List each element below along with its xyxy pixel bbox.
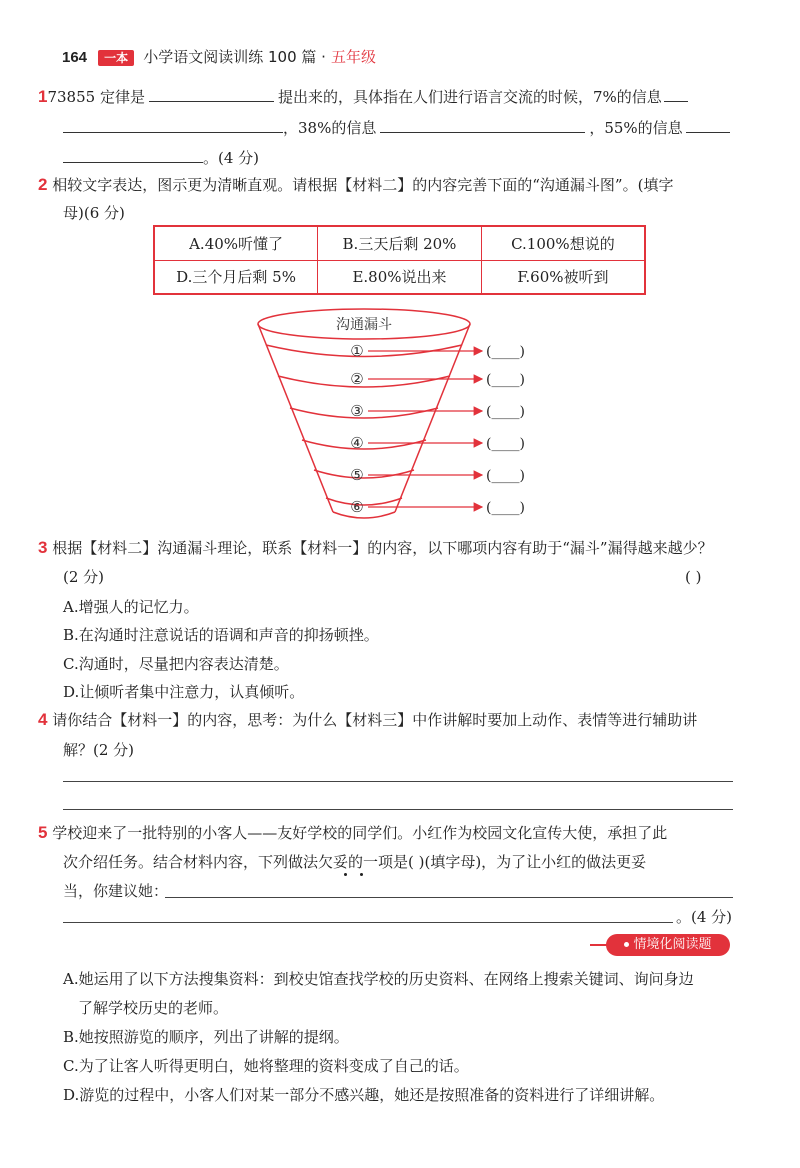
q1-line1 xyxy=(38,82,688,112)
q1-blank-4b[interactable] xyxy=(63,144,203,163)
q3-line1 xyxy=(38,533,713,563)
level-2-marker: ② xyxy=(350,370,364,388)
level-3-marker: ③ xyxy=(350,402,364,420)
q5-option-a-line1: A.她运用了以下方法搜集资料：到校史馆查找学校的历史资料、在网络上搜索关键词、询问身边 xyxy=(63,970,694,988)
option-d: D.三个月后剩 5% xyxy=(154,260,318,294)
q5-line2: 次介绍任务。结合材料内容，下列做法欠妥的一项是( )(填字母)，为了让小红的做法更妥 xyxy=(63,853,647,871)
option-a: A.40%听懂了 xyxy=(154,226,318,260)
q2-options-table xyxy=(153,225,646,295)
communication-funnel xyxy=(250,300,550,525)
q1-line2 xyxy=(63,113,730,143)
page-header xyxy=(62,46,376,67)
q5-line3: 当，你建议她： xyxy=(63,882,169,900)
level-6-marker: ⑥ xyxy=(350,498,364,516)
q5-answer-line-2[interactable] xyxy=(63,922,673,923)
q1-blank-1[interactable] xyxy=(149,83,274,102)
q1-blank-4[interactable] xyxy=(686,114,730,133)
q2-line1 xyxy=(38,170,673,200)
q2-line2: 母)(6 分) xyxy=(63,204,125,222)
q3-text-1: 根据【材料二】沟通漏斗理论，联系【材料一】的内容，以下哪项内容有助于“漏斗”漏得越来越少？ xyxy=(52,539,713,557)
q3-option-a: A.增强人的记忆力。 xyxy=(63,598,199,616)
level-5-marker: ⑤ xyxy=(350,466,364,484)
brand-logo: 一本 xyxy=(98,50,134,66)
q5-text-1: 学校迎来了一批特别的小客人——友好学校的同学们。小红作为校园文化宣传大使，承担了此 xyxy=(52,824,668,842)
answer-slot-3[interactable]: (____) xyxy=(486,404,525,420)
q1-text-b: 提出来的，具体指在人们进行语言交流的时候，7%的信息 xyxy=(277,88,662,106)
emphasis-dot-2 xyxy=(360,873,363,876)
q1-text-e: 。(4 分) xyxy=(203,149,260,167)
q3-option-c: C.沟通时，尽量把内容表达清楚。 xyxy=(63,655,289,673)
q4-text-1: 请你结合【材料一】的内容，思考：为什么【材料三】中作讲解时要加上动作、表情等进行辅助讲 xyxy=(52,711,698,729)
q3-number: 3 xyxy=(38,538,48,557)
q4-line1 xyxy=(38,705,697,735)
q5-line1 xyxy=(38,818,667,848)
situational-reading-tag xyxy=(606,934,730,956)
q1-number: 1 xyxy=(38,87,48,106)
q3-option-d: D.让倾听者集中注意力，认真倾听。 xyxy=(63,683,305,701)
option-f: F.60%被听到 xyxy=(481,260,645,294)
page-number: 164 xyxy=(62,49,88,66)
option-e: E.80%说出来 xyxy=(318,260,482,294)
level-1-marker: ① xyxy=(350,342,364,360)
tag-label: 情境化阅读题 xyxy=(633,937,712,952)
q5-answer-line-1[interactable] xyxy=(165,897,733,898)
q3-line2: (2 分) xyxy=(63,568,105,586)
q3-answer-bracket[interactable]: ( ) xyxy=(685,568,702,586)
q1-text-a: 73855 定律是 xyxy=(47,88,145,106)
q4-number: 4 xyxy=(38,710,48,729)
q4-answer-line-1[interactable] xyxy=(63,781,733,782)
tag-dot xyxy=(624,942,629,947)
q1-text-d: ，55%的信息 xyxy=(589,119,683,137)
q5-option-d: D.游览的过程中，小客人们对某一部分不感兴趣，她还是按照准备的资料进行了详细讲解。 xyxy=(63,1086,665,1104)
q5-option-b: B.她按照游览的顺序，列出了讲解的提纲。 xyxy=(63,1028,349,1046)
level-4-marker: ④ xyxy=(350,434,364,452)
q5-option-a-line2: 了解学校历史的老师。 xyxy=(78,999,229,1017)
q1-blank-2[interactable] xyxy=(664,83,688,102)
q1-text-c: ，38%的信息 xyxy=(283,119,377,137)
q2-number: 2 xyxy=(38,175,48,194)
funnel-title: 沟通漏斗 xyxy=(336,317,392,333)
emphasis-dot-1 xyxy=(344,873,347,876)
answer-slot-6[interactable]: (____) xyxy=(486,500,525,516)
option-c: C.100%想说的 xyxy=(481,226,645,260)
book-title: 小学语文阅读训练 100 篇 · xyxy=(143,48,326,66)
q1-line3 xyxy=(63,143,259,173)
answer-slot-2[interactable]: (____) xyxy=(486,372,525,388)
q5-number: 5 xyxy=(38,823,48,842)
q1-blank-3[interactable] xyxy=(380,114,585,133)
grade-label: 五年级 xyxy=(331,48,377,66)
q4-answer-line-2[interactable] xyxy=(63,809,733,810)
answer-slot-5[interactable]: (____) xyxy=(486,468,525,484)
q5-score: 。(4 分) xyxy=(676,908,733,926)
answer-slot-1[interactable]: (____) xyxy=(486,344,525,360)
q2-text-1: 相较文字表达，图示更为清晰直观。请根据【材料二】的内容完善下面的“沟通漏斗图”。(填字 xyxy=(52,176,674,194)
q1-blank-2b[interactable] xyxy=(63,114,283,133)
q3-option-b: B.在沟通时注意说话的语调和声音的抑扬顿挫。 xyxy=(63,626,379,644)
answer-slot-4[interactable]: (____) xyxy=(486,436,525,452)
option-b: B.三天后剩 20% xyxy=(318,226,482,260)
q4-line2: 解？(2 分) xyxy=(63,741,135,759)
q5-option-c: C.为了让客人听得更明白，她将整理的资料变成了自己的话。 xyxy=(63,1057,469,1075)
